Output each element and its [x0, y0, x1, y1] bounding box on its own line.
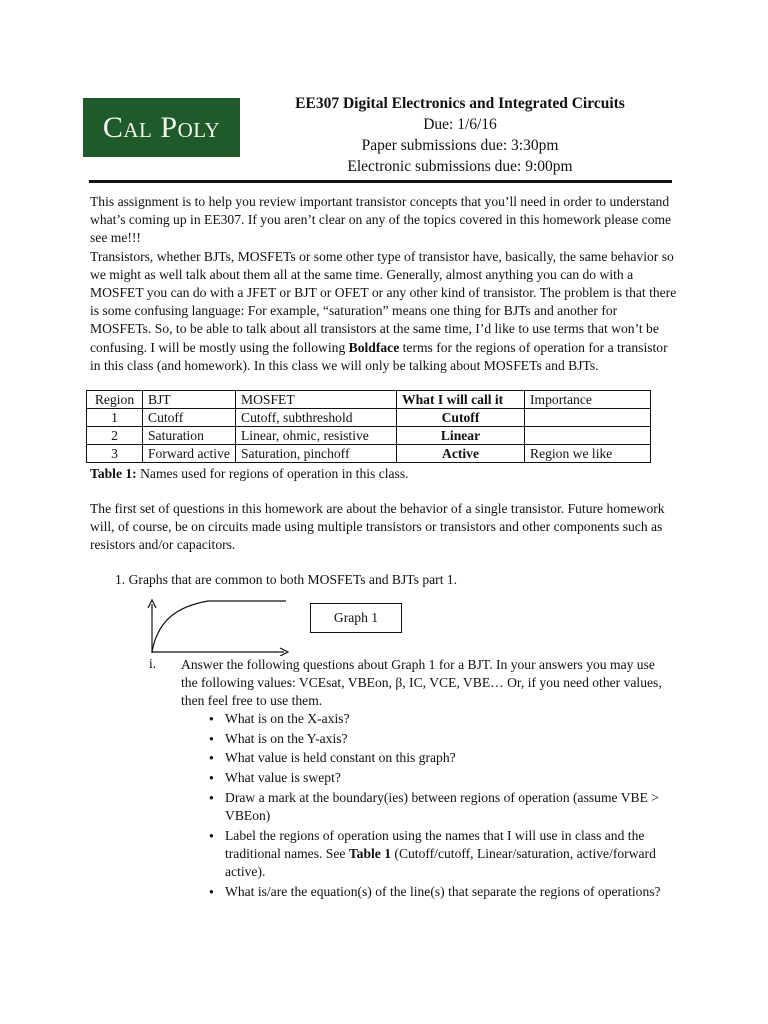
subquestion-text: Answer the following questions about Graph 1 for a BJT. In your answers you may use the following values: VCEsat, VBEon, β, IC, VCE, VBE… Or, if you need other values, then feel free to use them. [181, 657, 662, 709]
electronic-deadline: Electronic submissions due: 9:00pm [347, 158, 573, 175]
list-item: ● What value is swept? [205, 769, 675, 787]
document-header [250, 93, 670, 177]
table-cell: 2 [87, 427, 143, 445]
paper-deadline: Paper submissions due: 3:30pm [361, 137, 559, 154]
table-row [87, 427, 651, 445]
table-cell: Saturation, pinchoff [236, 445, 397, 463]
question-bullets [205, 710, 675, 903]
boldface-term: Boldface [348, 339, 400, 355]
table-cell: Linear, ohmic, resistive [236, 427, 397, 445]
graph-1-sketch [140, 596, 290, 656]
intro-paragraph-2: Transistors, whether BJTs, MOSFETs or some other type of transistor have, basically, the same behavior so we might as well talk about them all at the same time. Generally, almost anything you can do with a MOSFET you can do with a JFET or BJT or OFET or any other kind of transistor. The problem is that there is some confusing language: For example, “saturation” means one thing for BJTs and another for MOSFETs. So, to be able to talk about all transistors at the same time, I’d like to use terms that won’t be confusing. I will be mostly using the following Boldface terms for the regions of operation for a transistor in this class (and homework). In this class we will only be talking about MOSFETs and BJTs. [90, 248, 677, 373]
logo-text: Cal Poly [102, 110, 221, 144]
table-reference: Table 1 [348, 845, 392, 861]
graph-1-label: Graph 1 [333, 610, 379, 625]
list-item: ● What is on the X-axis? [205, 710, 675, 728]
list-item: ● What is on the Y-axis? [205, 730, 675, 748]
table-cell: Cutoff [397, 409, 525, 427]
list-item: ● What is/are the equation(s) of the line(s) that separate the regions of operations? [205, 883, 675, 901]
course-title: EE307 Digital Electronics and Integrated Circuits [295, 95, 625, 112]
question-1: 1. Graphs that are common to both MOSFETs and BJTs part 1. [115, 572, 458, 587]
graph-1-label-box [310, 603, 402, 633]
table-row [87, 445, 651, 463]
list-item: ● Label the regions of operation using the names that I will use in class and the traditional names. See Table 1 (Cutoff/cutoff, Linear/saturation, active/forward active). [205, 827, 675, 882]
table-cell: 1 [87, 409, 143, 427]
intro-section [90, 193, 680, 375]
header-region: Region [87, 391, 143, 409]
header-divider [89, 180, 672, 183]
regions-table [86, 390, 651, 463]
table-cell: Active [397, 445, 525, 463]
table-cell: Region we like [525, 445, 651, 463]
table-cell: Linear [397, 427, 525, 445]
table-cell: Forward active [143, 445, 236, 463]
paragraph-single-transistor: The first set of questions in this homework are about the behavior of a single transistor. Future homework will, of course, be on circuits made using multiple transistors or transistors and other components such as resistors and/or capacitors. [90, 501, 665, 553]
table-cell: Cutoff, subthreshold [236, 409, 397, 427]
intro-paragraph-1: This assignment is to help you review important transistor concepts that you’ll need in order to understand what’s coming up in EE307. If you aren’t clear on any of the topics covered in this homework please come see me!!! [90, 194, 672, 246]
table-cell: 3 [87, 445, 143, 463]
header-bjt: BJT [143, 391, 236, 409]
table-cell: Cutoff [143, 409, 236, 427]
subquestion-number: i. [149, 656, 157, 671]
table-header-row [87, 391, 651, 409]
cal-poly-logo [83, 98, 240, 157]
header-mosfet: MOSFET [236, 391, 397, 409]
list-item: ● What value is held constant on this graph? [205, 749, 675, 767]
list-item: ● Draw a mark at the boundary(ies) between regions of operation (assume VBE > VBEon) [205, 789, 675, 825]
table-cell: Saturation [143, 427, 236, 445]
table-cell [525, 427, 651, 445]
table-caption: Table 1: Names used for regions of operation in this class. [90, 466, 409, 481]
graph-curve [152, 601, 286, 652]
header-call-it: What I will call it [397, 391, 525, 409]
header-importance: Importance [525, 391, 651, 409]
table-cell [525, 409, 651, 427]
due-date: Due: 1/6/16 [423, 116, 497, 133]
table-row [87, 409, 651, 427]
